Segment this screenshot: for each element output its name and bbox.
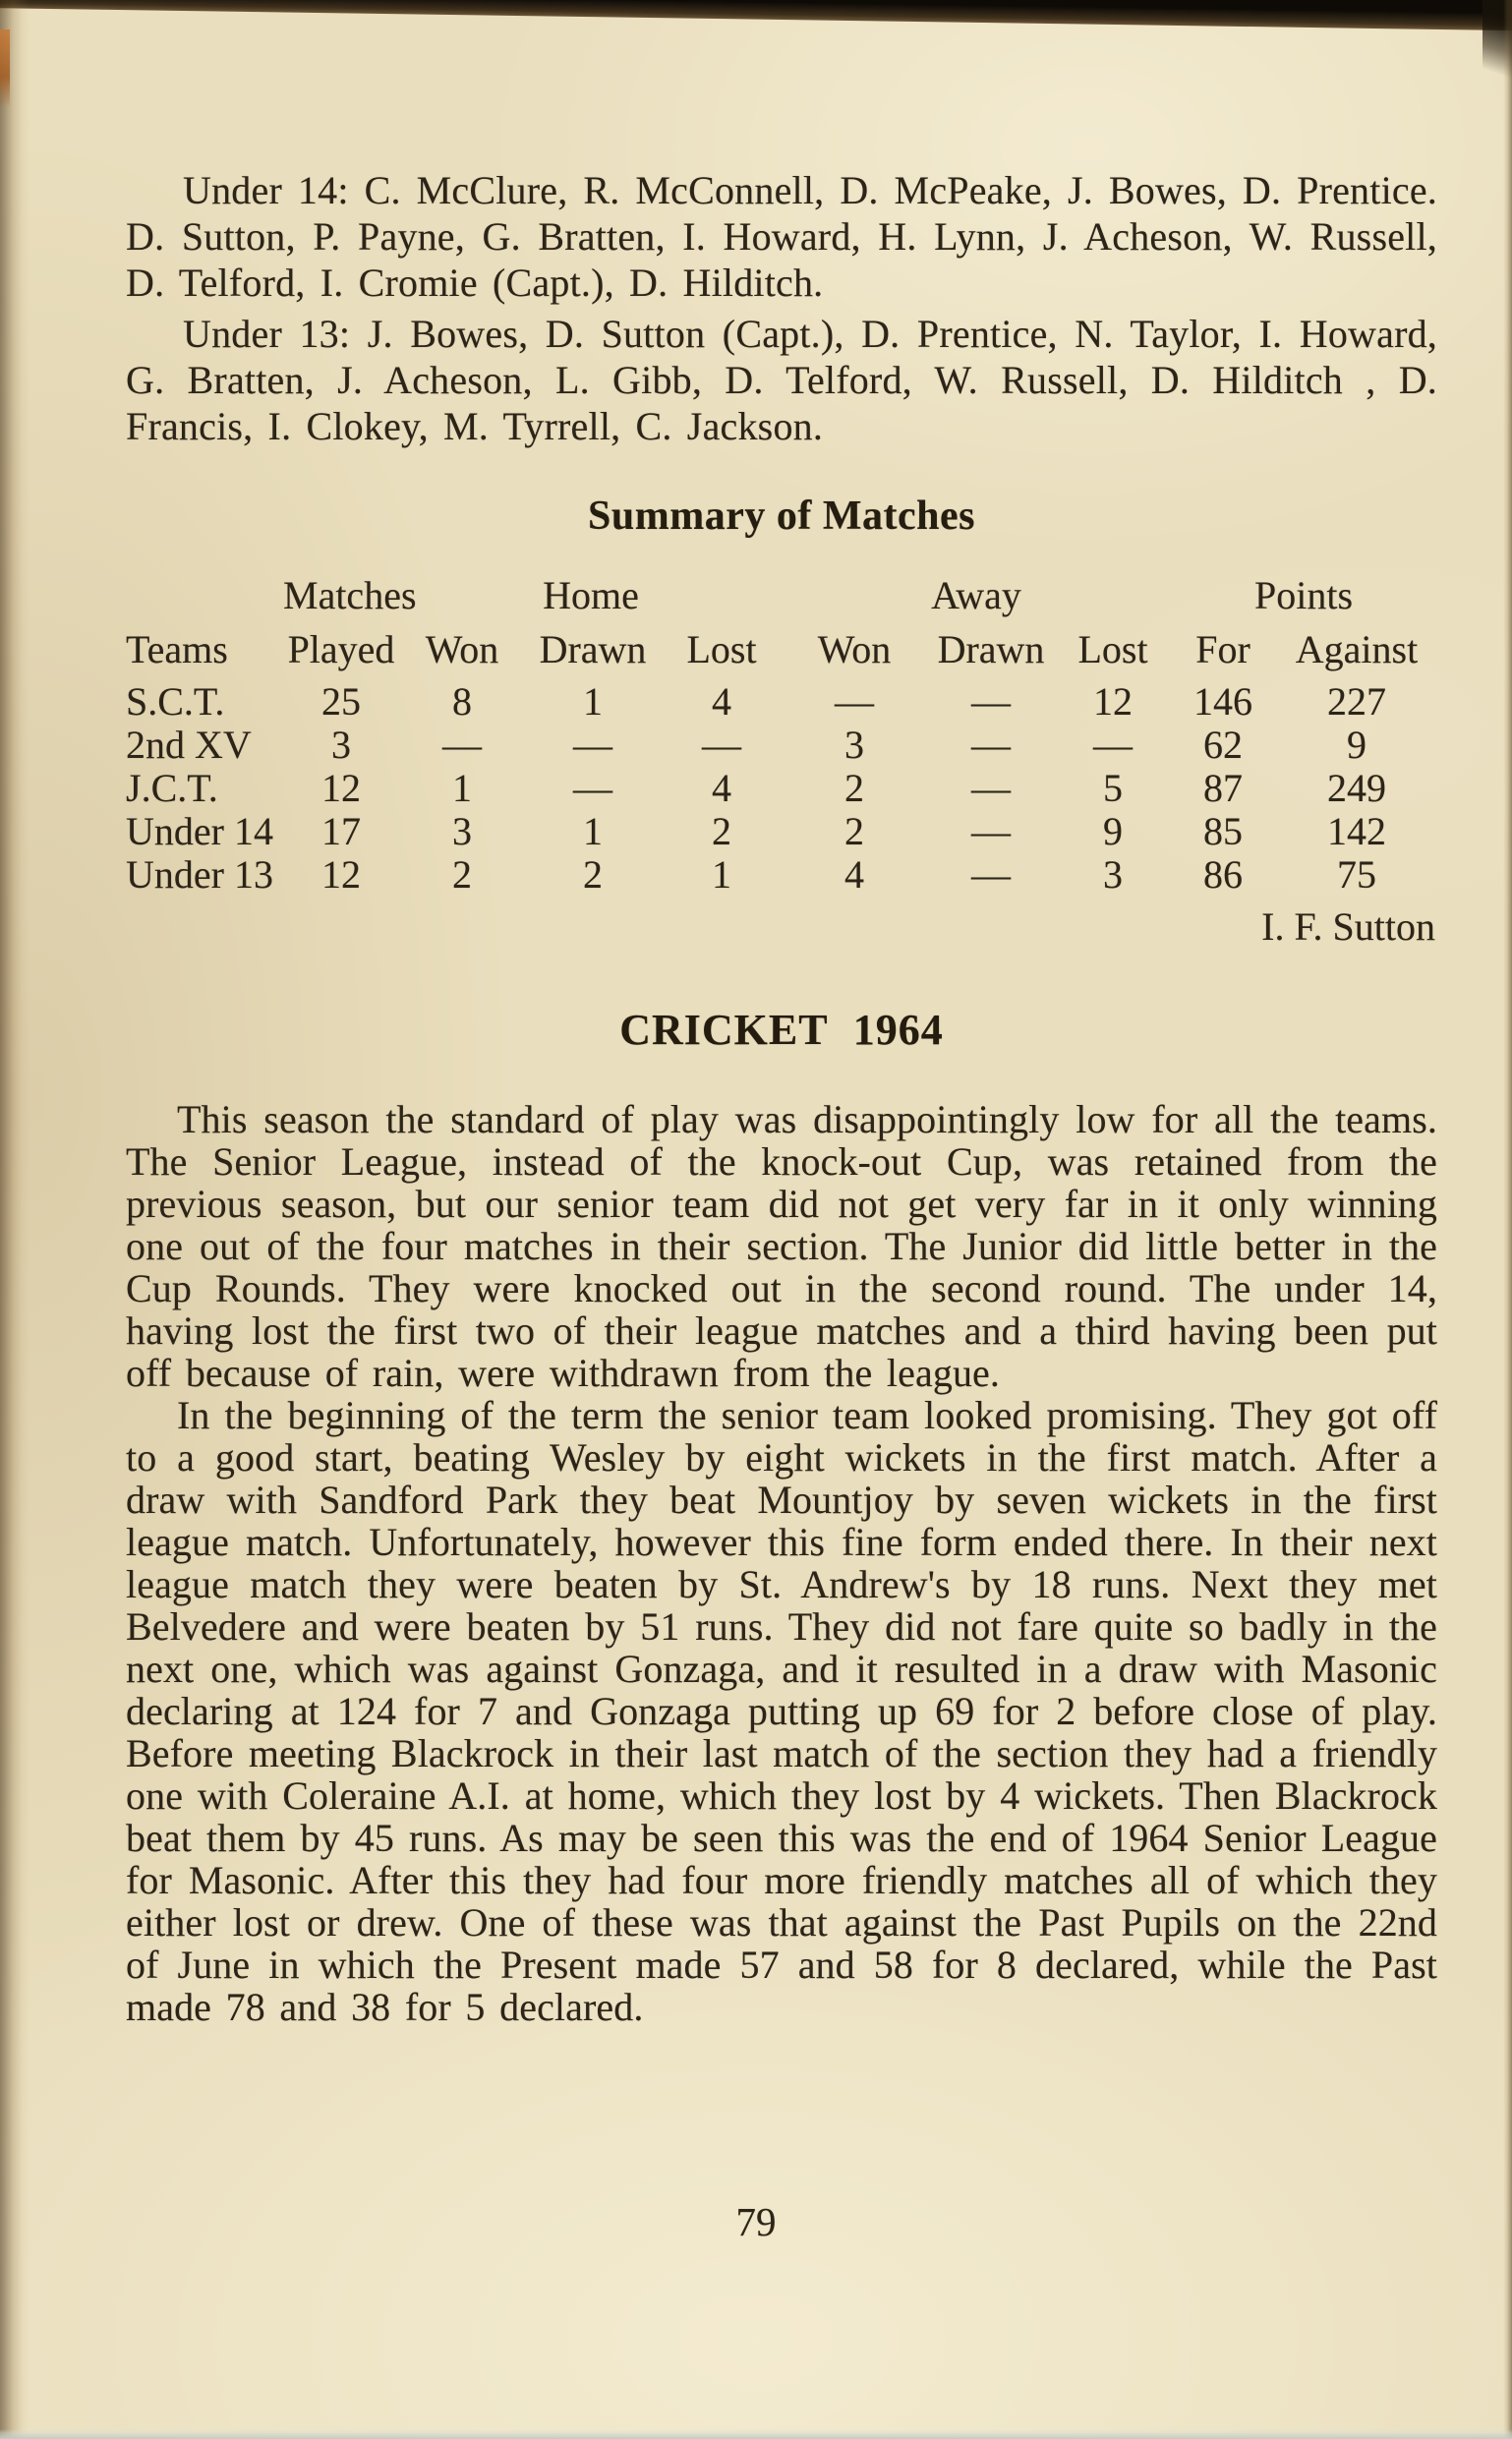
table-cell: —: [971, 852, 1011, 897]
table-cell-team: S.C.T.: [126, 679, 225, 724]
table-cell: —: [971, 766, 1011, 810]
scan-left-accent: [0, 29, 10, 108]
table-cell: 3: [1103, 852, 1123, 897]
group-header-away: Away: [931, 573, 1021, 617]
column-header-away-lost: Lost: [1077, 627, 1148, 671]
table-cell: 4: [712, 679, 731, 724]
table-cell: 3: [844, 723, 864, 767]
table-cell: 2: [844, 766, 864, 810]
table-cell: 227: [1327, 679, 1386, 724]
table-cell: 2: [452, 852, 472, 897]
table-cell: 4: [712, 766, 731, 810]
table-cell: 12: [1093, 679, 1133, 724]
table-cell: 3: [452, 809, 472, 853]
summary-of-matches-table: [126, 573, 1437, 896]
scan-right-shadow: [1503, 0, 1512, 2439]
table-cell: 5: [1103, 766, 1123, 810]
table-cell: 86: [1203, 852, 1243, 897]
group-header-matches: Matches: [283, 573, 417, 617]
table-cell-team: J.C.T.: [126, 766, 218, 810]
scan-bottom-edge: [0, 2429, 1512, 2439]
table-cell: —: [835, 679, 874, 724]
column-header-home-drawn: Drawn: [539, 627, 647, 671]
table-cell: 1: [583, 679, 603, 724]
table-cell: 146: [1193, 679, 1252, 724]
table-cell: 62: [1203, 723, 1243, 767]
table-cell: —: [573, 766, 612, 810]
table-cell: 12: [321, 766, 361, 810]
table-cell: 75: [1337, 852, 1376, 897]
table-cell: 17: [321, 809, 361, 853]
table-cell: —: [971, 679, 1011, 724]
table-cell: 2: [712, 809, 731, 853]
scan-top-shadow: [0, 0, 1512, 31]
under14-roster-paragraph: Under 14: C. McClure, R. McConnell, D. McPeake, J. Bowes, D. Prentice. D. Sutton, P. Payne, G. Bratten, I. Howard, H. Lynn, J. Acheson, W. Russell, D. Telford, I. Cromie (Capt.), D. Hilditch.: [126, 168, 1437, 305]
table-cell: 12: [321, 852, 361, 897]
column-header-away-drawn: Drawn: [937, 627, 1045, 671]
table-cell: 142: [1327, 809, 1386, 853]
table-cell: 3: [331, 723, 351, 767]
under13-roster-paragraph: Under 13: J. Bowes, D. Sutton (Capt.), D. Prentice, N. Taylor, I. Howard, G. Bratten, J. Acheson, L. Gibb, D. Telford, W. Russell, D. Hilditch , D. Francis, I. Clokey, M. Tyrrell, C. Jackson.: [126, 312, 1437, 448]
table-cell: —: [702, 723, 741, 767]
table-cell-team: Under 13: [126, 852, 273, 897]
table-cell: 85: [1203, 809, 1243, 853]
column-header-teams: Teams: [126, 627, 228, 671]
group-header-home: Home: [543, 573, 639, 617]
table-cell: 9: [1347, 723, 1367, 767]
table-cell: —: [1093, 723, 1133, 767]
column-header-played: Played: [287, 627, 395, 671]
column-header-away-won: Won: [817, 627, 892, 671]
page-number: 79: [735, 2199, 777, 2244]
table-cell-team: Under 14: [126, 809, 273, 853]
table-cell: —: [971, 723, 1011, 767]
table-cell: 4: [844, 852, 864, 897]
table-cell: 249: [1327, 766, 1386, 810]
scan-left-shadow: [0, 0, 29, 2439]
table-cell: 25: [321, 679, 361, 724]
cricket-paragraph-1: This season the standard of play was disappointingly low for all the teams. The Senior League, instead of the knock-out Cup, was retained from the previous season, but our senior team did not get very far in it only winning one out of the four matches in their section. The Junior did little better in the Cup Rounds. They were knocked out in the second round. The under 14, having lost the first two of their league matches and a third having been put off because of rain, were withdrawn from the league.: [126, 1097, 1437, 1395]
column-header-home-lost: Lost: [686, 627, 757, 671]
cricket-1964-title: CRICKET 1964: [619, 1006, 944, 1054]
table-cell: 2: [583, 852, 603, 897]
column-header-home-won: Won: [425, 627, 499, 671]
table-cell: 2: [844, 809, 864, 853]
table-cell: —: [971, 809, 1011, 853]
table-cell-team: 2nd XV: [126, 723, 252, 767]
table-cell: 1: [712, 852, 731, 897]
table-cell: 8: [452, 679, 472, 724]
table-cell: 1: [583, 809, 603, 853]
column-header-against: Against: [1295, 627, 1419, 671]
cricket-paragraph-2: In the beginning of the term the senior team looked promising. They got off to a good start, beating Wesley by eight wickets in the first match. After a draw with Sandford Park they beat Mountjoy by seven wickets in the first league match. Unfortunately, however this fine form ended there. In their next league match they were beaten by St. Andrew's by 18 runs. Next they met Belvedere and were beaten by 51 runs. They did not fare quite so badly in the next one, which was against Gonzaga, and it resulted in a draw with Masonic declaring at 124 for 7 and Gonzaga putting up 69 for 2 before close of play. Before meeting Blackrock in their last match of the section they had a friendly one with Coleraine A.I. at home, which they lost by 4 wickets. Then Blackrock beat them by 45 runs. As may be seen this was the end of 1964 Senior League for Masonic. After this they had four more friendly matches all of which they either lost or drew. One of these was that against the Past Pupils on the 22nd of June in which the Present made 57 and 58 for 8 declared, while the Past made 78 and 38 for 5 declared.: [126, 1393, 1437, 2029]
summary-of-matches-title: Summary of Matches: [588, 494, 975, 539]
table-cell: 9: [1103, 809, 1123, 853]
page-content: [126, 167, 1437, 2028]
group-header-points: Points: [1253, 573, 1354, 617]
column-header-for: For: [1195, 627, 1250, 671]
table-cell: —: [573, 723, 612, 767]
table-cell: 87: [1203, 766, 1243, 810]
table-cell: 1: [452, 766, 472, 810]
summary-signature: I. F. Sutton: [1261, 904, 1435, 949]
table-cell: —: [442, 723, 482, 767]
